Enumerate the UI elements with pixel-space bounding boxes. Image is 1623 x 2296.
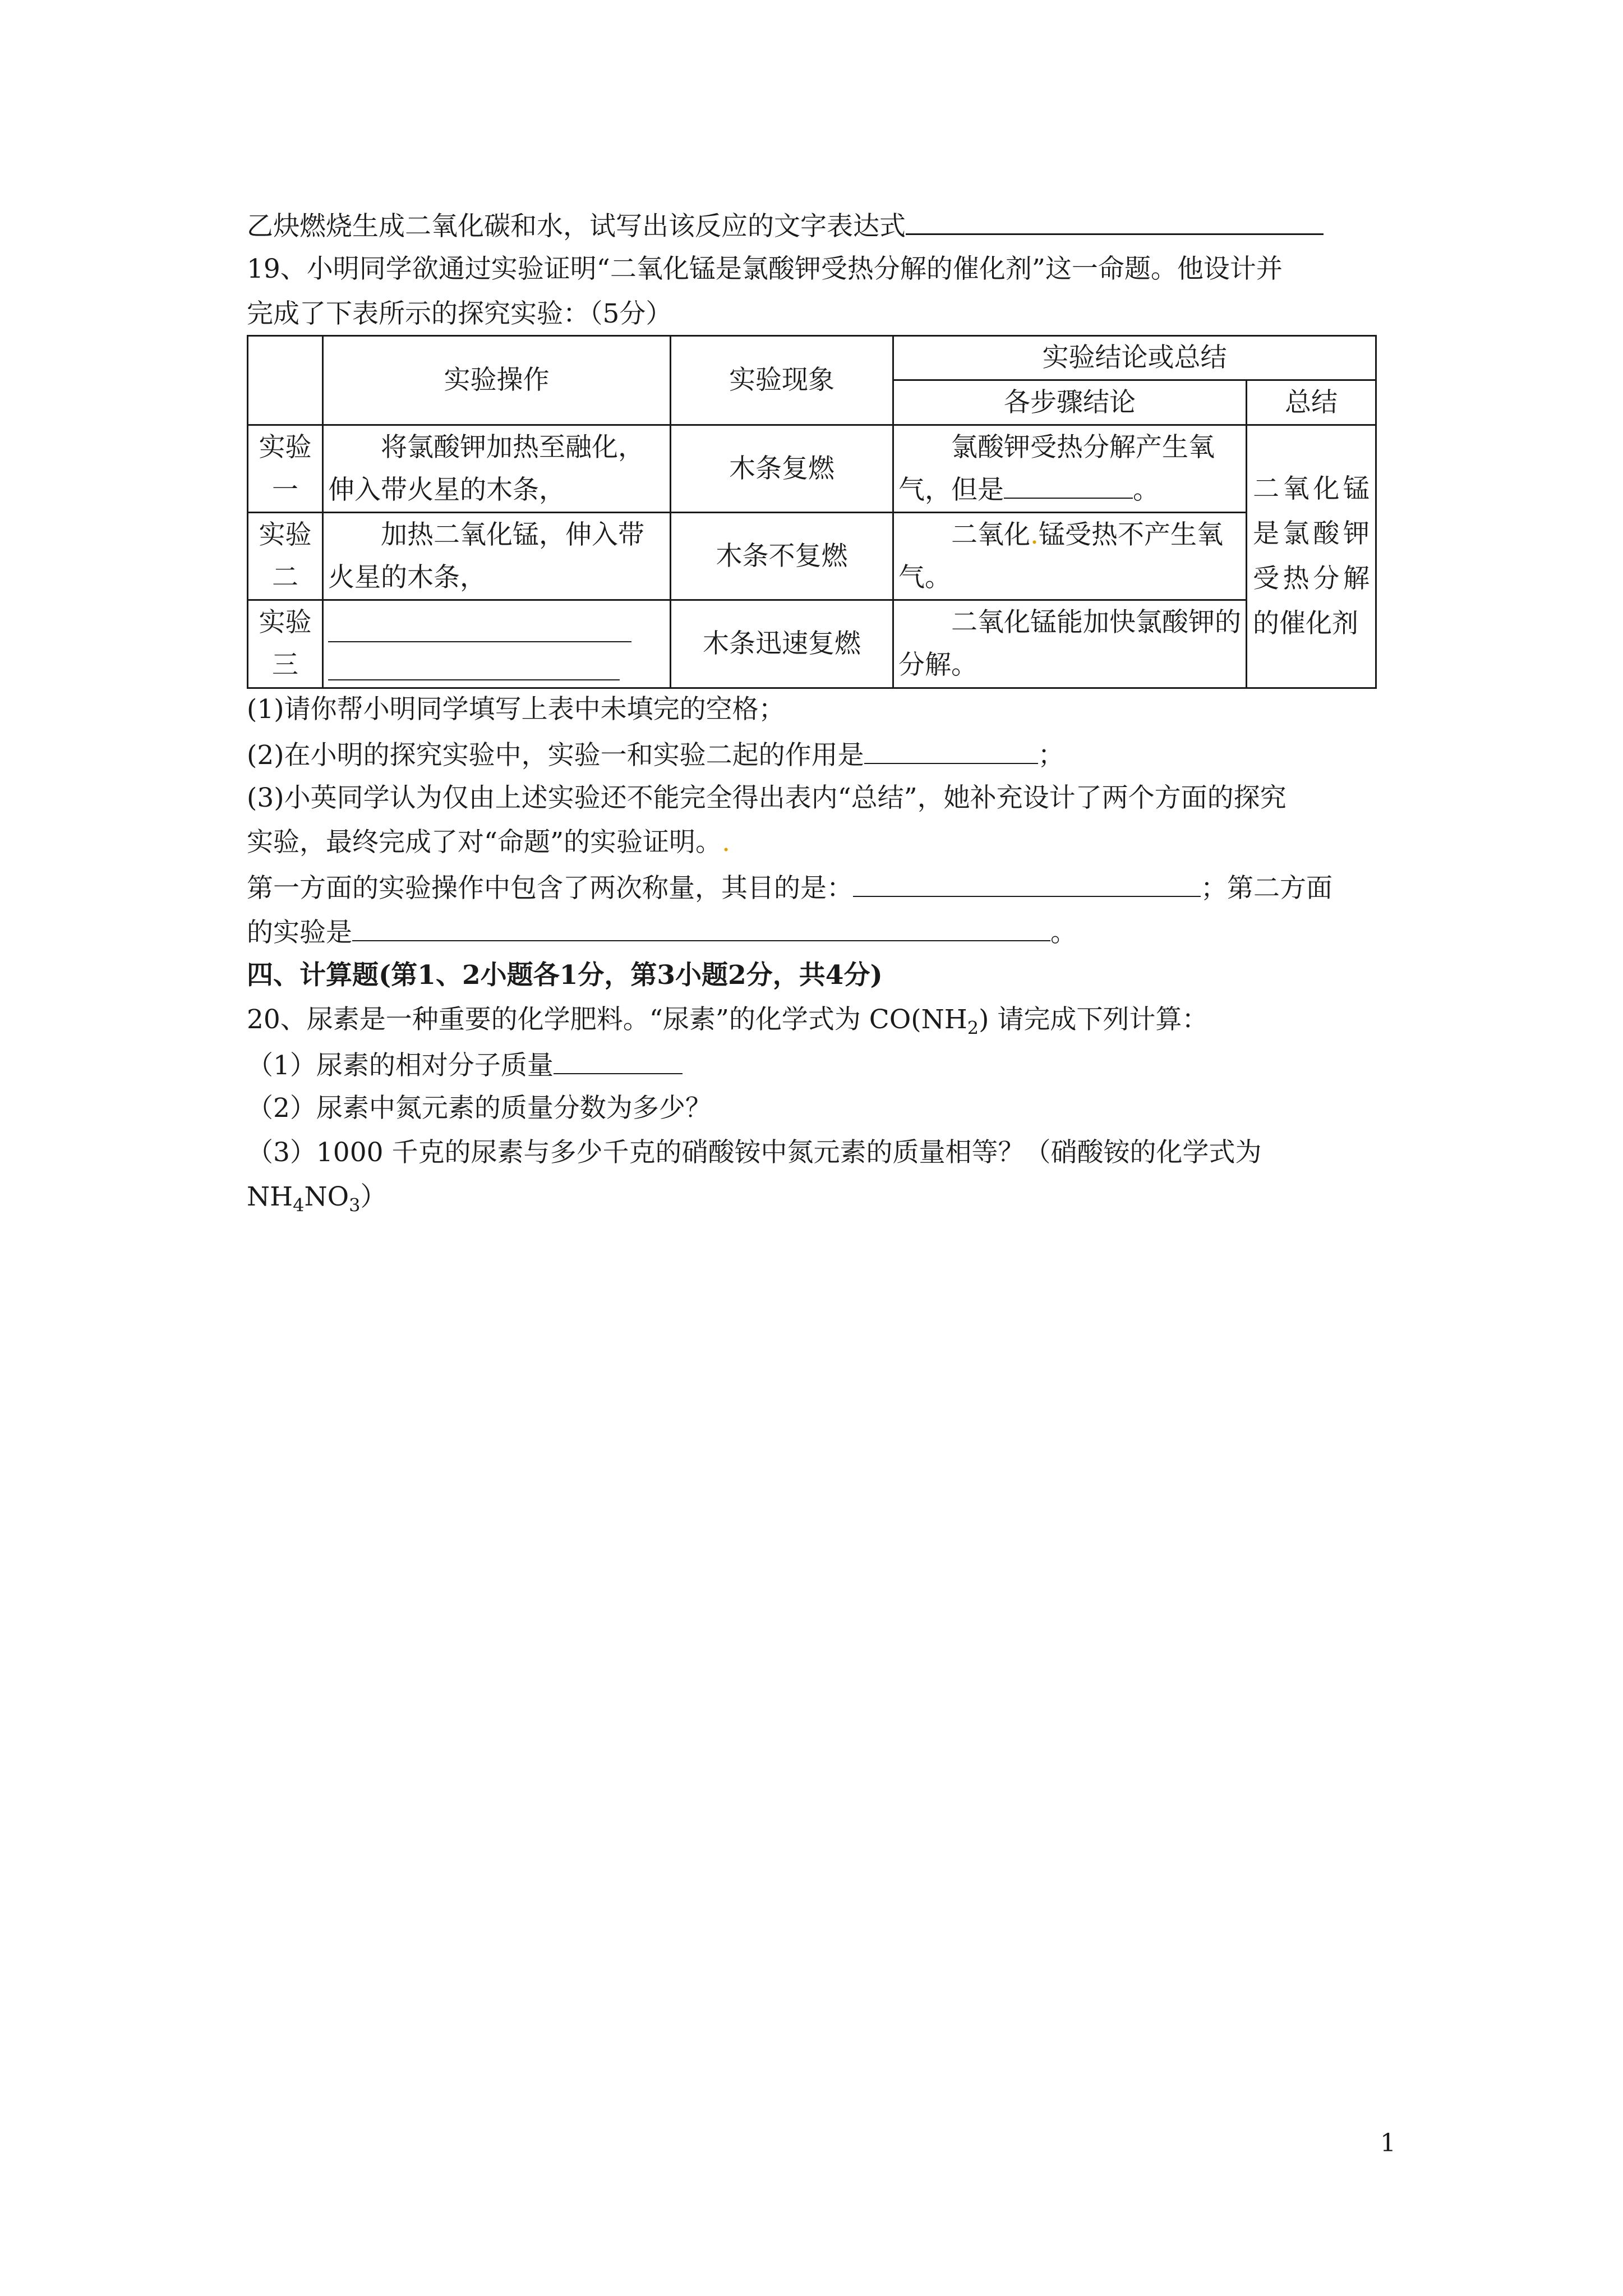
- q19-sub1: (1)请你帮小明同学填写上表中未填完的空格；: [247, 694, 785, 725]
- q19-line2: 完成了下表所示的探究实验：（5分）: [247, 298, 672, 329]
- conclusion-text: 氯酸钾受热分解产生氧气，但是: [898, 431, 1215, 505]
- conclusion-blank[interactable]: [1004, 473, 1133, 499]
- answer-blank[interactable]: [853, 870, 1201, 897]
- section-heading: 四、计算题(第1、2小题各1分，第3小题2分，共4分): [247, 960, 883, 991]
- q20-intro-end: ) 请完成下列计算：: [979, 1004, 1209, 1035]
- q19-sub3-line4-end: 。: [1050, 917, 1077, 948]
- summary-cell: [1247, 425, 1376, 688]
- q20-part1-text: （1）尿素的相对分子质量: [247, 1050, 554, 1081]
- row-phenomenon: 木条复燃: [671, 425, 893, 513]
- header-step-conclusion: 各步骤结论: [893, 380, 1247, 425]
- table-row: [248, 513, 1376, 600]
- header-operation: 实验操作: [323, 336, 671, 425]
- row-operation-blank[interactable]: [323, 600, 671, 688]
- q19-sub3-line2-text: 实验，最终完成了对“命题”的实验证明。: [247, 827, 722, 858]
- row-conclusion: [893, 513, 1247, 600]
- formula-text: NH: [247, 1181, 293, 1212]
- formula-subscript: 4: [293, 1194, 305, 1216]
- row-label: 实验三: [248, 600, 323, 688]
- answer-blank[interactable]: [906, 208, 1324, 235]
- acetylene-text: 乙炔燃烧生成二氧化碳和水，试写出该反应的文字表达式: [247, 211, 906, 242]
- table-header-row: [248, 336, 1376, 380]
- header-phenomenon: 实验现象: [671, 336, 893, 425]
- q19-sub2-text: (2)在小明的探究实验中，实验一和实验二起的作用是: [247, 740, 864, 771]
- q20-part2: （2）尿素中氮元素的质量分数为多少？: [247, 1093, 712, 1124]
- formula-subscript: 2: [967, 1017, 979, 1039]
- q19-sub3-line3: [247, 870, 1332, 905]
- table-row: [248, 425, 1376, 513]
- conclusion-end: 。: [1133, 474, 1159, 505]
- experiment-table: [247, 335, 1377, 689]
- answer-blank[interactable]: [554, 1047, 683, 1074]
- operation-blank-1[interactable]: [328, 608, 631, 642]
- row-operation: 将氯酸钾加热至融化，伸入带火星的木条，: [323, 425, 671, 513]
- q19-line1: 19、小明同学欲通过实验证明“二氧化锰是氯酸钾受热分解的催化剂”这一命题。他设计并: [247, 254, 1283, 284]
- formula-end: ）: [360, 1181, 387, 1212]
- q19-sub3-line2: [247, 826, 730, 859]
- row-label: 实验一: [248, 425, 323, 513]
- q20-intro: [247, 1003, 1208, 1045]
- operation-blank-2[interactable]: [328, 642, 620, 680]
- row-phenomenon: 木条迅速复燃: [671, 600, 893, 688]
- q19-sub3-line4: [247, 914, 1077, 950]
- summary-text: 二氧化锰是氯酸钾受热分解的催化剂: [1253, 473, 1370, 639]
- header-summary: 总结: [1247, 380, 1376, 425]
- row-label: 实验二: [248, 513, 323, 600]
- row-operation: 加热二氧化锰，伸入带火星的木条，: [323, 513, 671, 600]
- formula-text: NO: [304, 1181, 349, 1212]
- q20-part3-formula: [247, 1180, 387, 1222]
- row-conclusion: [893, 425, 1247, 513]
- q20-intro-text: 20、尿素是一种重要的化学肥料。“尿素”的化学式为 CO(NH: [247, 1004, 967, 1035]
- q20-part3: （3）1000 千克的尿素与多少千克的硝酸铵中氮元素的质量相等？（硝酸铵的化学式为: [247, 1137, 1262, 1168]
- q19-sub3-line3-text: 第一方面的实验操作中包含了两次称量，其目的是：: [247, 873, 853, 904]
- header-conclusion: 实验结论或总结: [893, 336, 1376, 380]
- dot-mark: .: [1030, 519, 1039, 550]
- table-row: [248, 600, 1376, 688]
- answer-blank[interactable]: [864, 737, 1038, 764]
- table-corner-cell: [248, 336, 323, 425]
- answer-blank[interactable]: [352, 914, 1050, 941]
- q19-sub3: (3)小英同学认为仅由上述实验还不能完全得出表内“总结”，她补充设计了两个方面的探究: [247, 783, 1287, 813]
- formula-subscript: 3: [349, 1194, 361, 1216]
- q19-sub3-line4-text: 的实验是: [247, 917, 352, 948]
- q19-sub2: [247, 737, 1064, 772]
- q19-sub3-line3-end: ；第二方面: [1201, 873, 1332, 904]
- conclusion-text: 二氧化: [951, 519, 1030, 550]
- acetylene-question: [247, 208, 1324, 243]
- page-number: 1: [1380, 2129, 1396, 2157]
- q19-sub2-end: ；: [1038, 740, 1064, 771]
- q20-part1: [247, 1047, 683, 1083]
- dot-mark: .: [722, 827, 731, 858]
- conclusion-end: 锰受热不产生氧气。: [898, 519, 1223, 593]
- row-phenomenon: 木条不复燃: [671, 513, 893, 600]
- row-conclusion: 二氧化锰能加快氯酸钾的分解。: [893, 600, 1247, 688]
